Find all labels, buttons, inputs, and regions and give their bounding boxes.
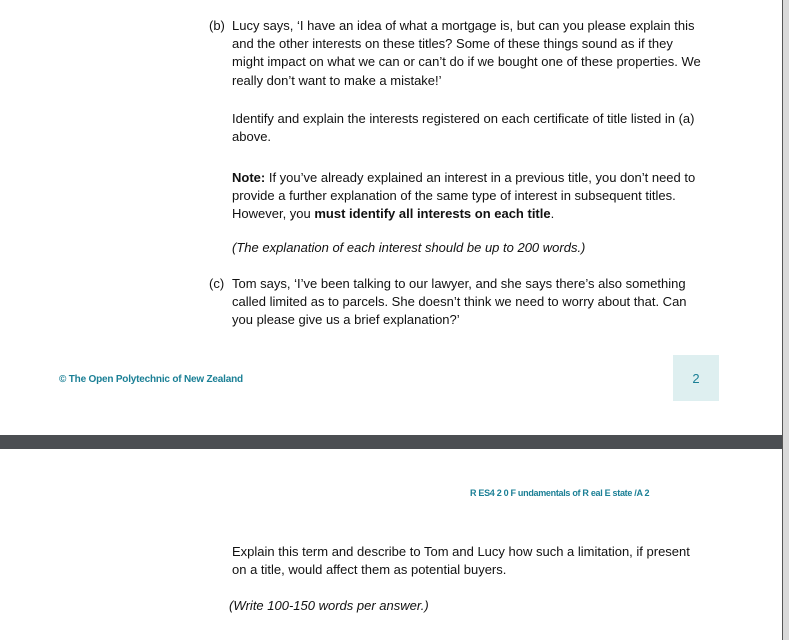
note-text: If you’ve already explained an interest in a previous title, you don’t need to provide a further explanation of the same type of interest in subsequent titles. However, you — [232, 170, 696, 222]
question-b-instruction: Identify and explain the interests registered on each certificate of title listed in (a) above. — [232, 111, 695, 145]
scrollbar[interactable] — [782, 0, 789, 640]
question-b-label: (b) — [209, 18, 225, 33]
question-b-quote: Lucy says, ‘I have an idea of what a mortgage is, but can you please explain this and the other interests on these titles? Some of these things sound as if they might impact on what we can or can’t do if we bought one of these properties. We really don’t want to make a mistake!’ — [232, 18, 701, 88]
note-label: Note: — [232, 170, 266, 185]
pdf-page-3 — [0, 449, 783, 640]
note-end: . — [550, 206, 555, 222]
copyright-footer: © The Open Polytechnic of New Zealand — [59, 374, 243, 385]
word-limit-text: (The explanation of each interest should be up to 200 words.) — [232, 240, 586, 255]
question-b-word-limit — [232, 239, 702, 257]
note-bold: must identify all interests on each title — [314, 206, 551, 222]
question-c-label: (c) — [209, 276, 225, 291]
word-limit-text: (Write 100-150 words per answer.) — [229, 598, 429, 613]
course-header: R ES4 2 0 F undamentals of R eal E state /A 2 — [470, 488, 650, 498]
question-c-word-limit — [229, 597, 699, 615]
page-number: 2 — [673, 355, 719, 401]
question-b-note — [232, 169, 702, 224]
page-separator — [0, 435, 789, 449]
question-c-quote: Tom says, ‘I’ve been talking to our lawyer, and she says there’s also something called limited as to parcels. She doesn’t think we need to worry about that. Can you please give us a brief explanation?’ — [232, 276, 687, 328]
question-c-instruction: Explain this term and describe to Tom and Lucy how such a limitation, if present on a title, would affect them as potential buyers. — [232, 544, 690, 578]
